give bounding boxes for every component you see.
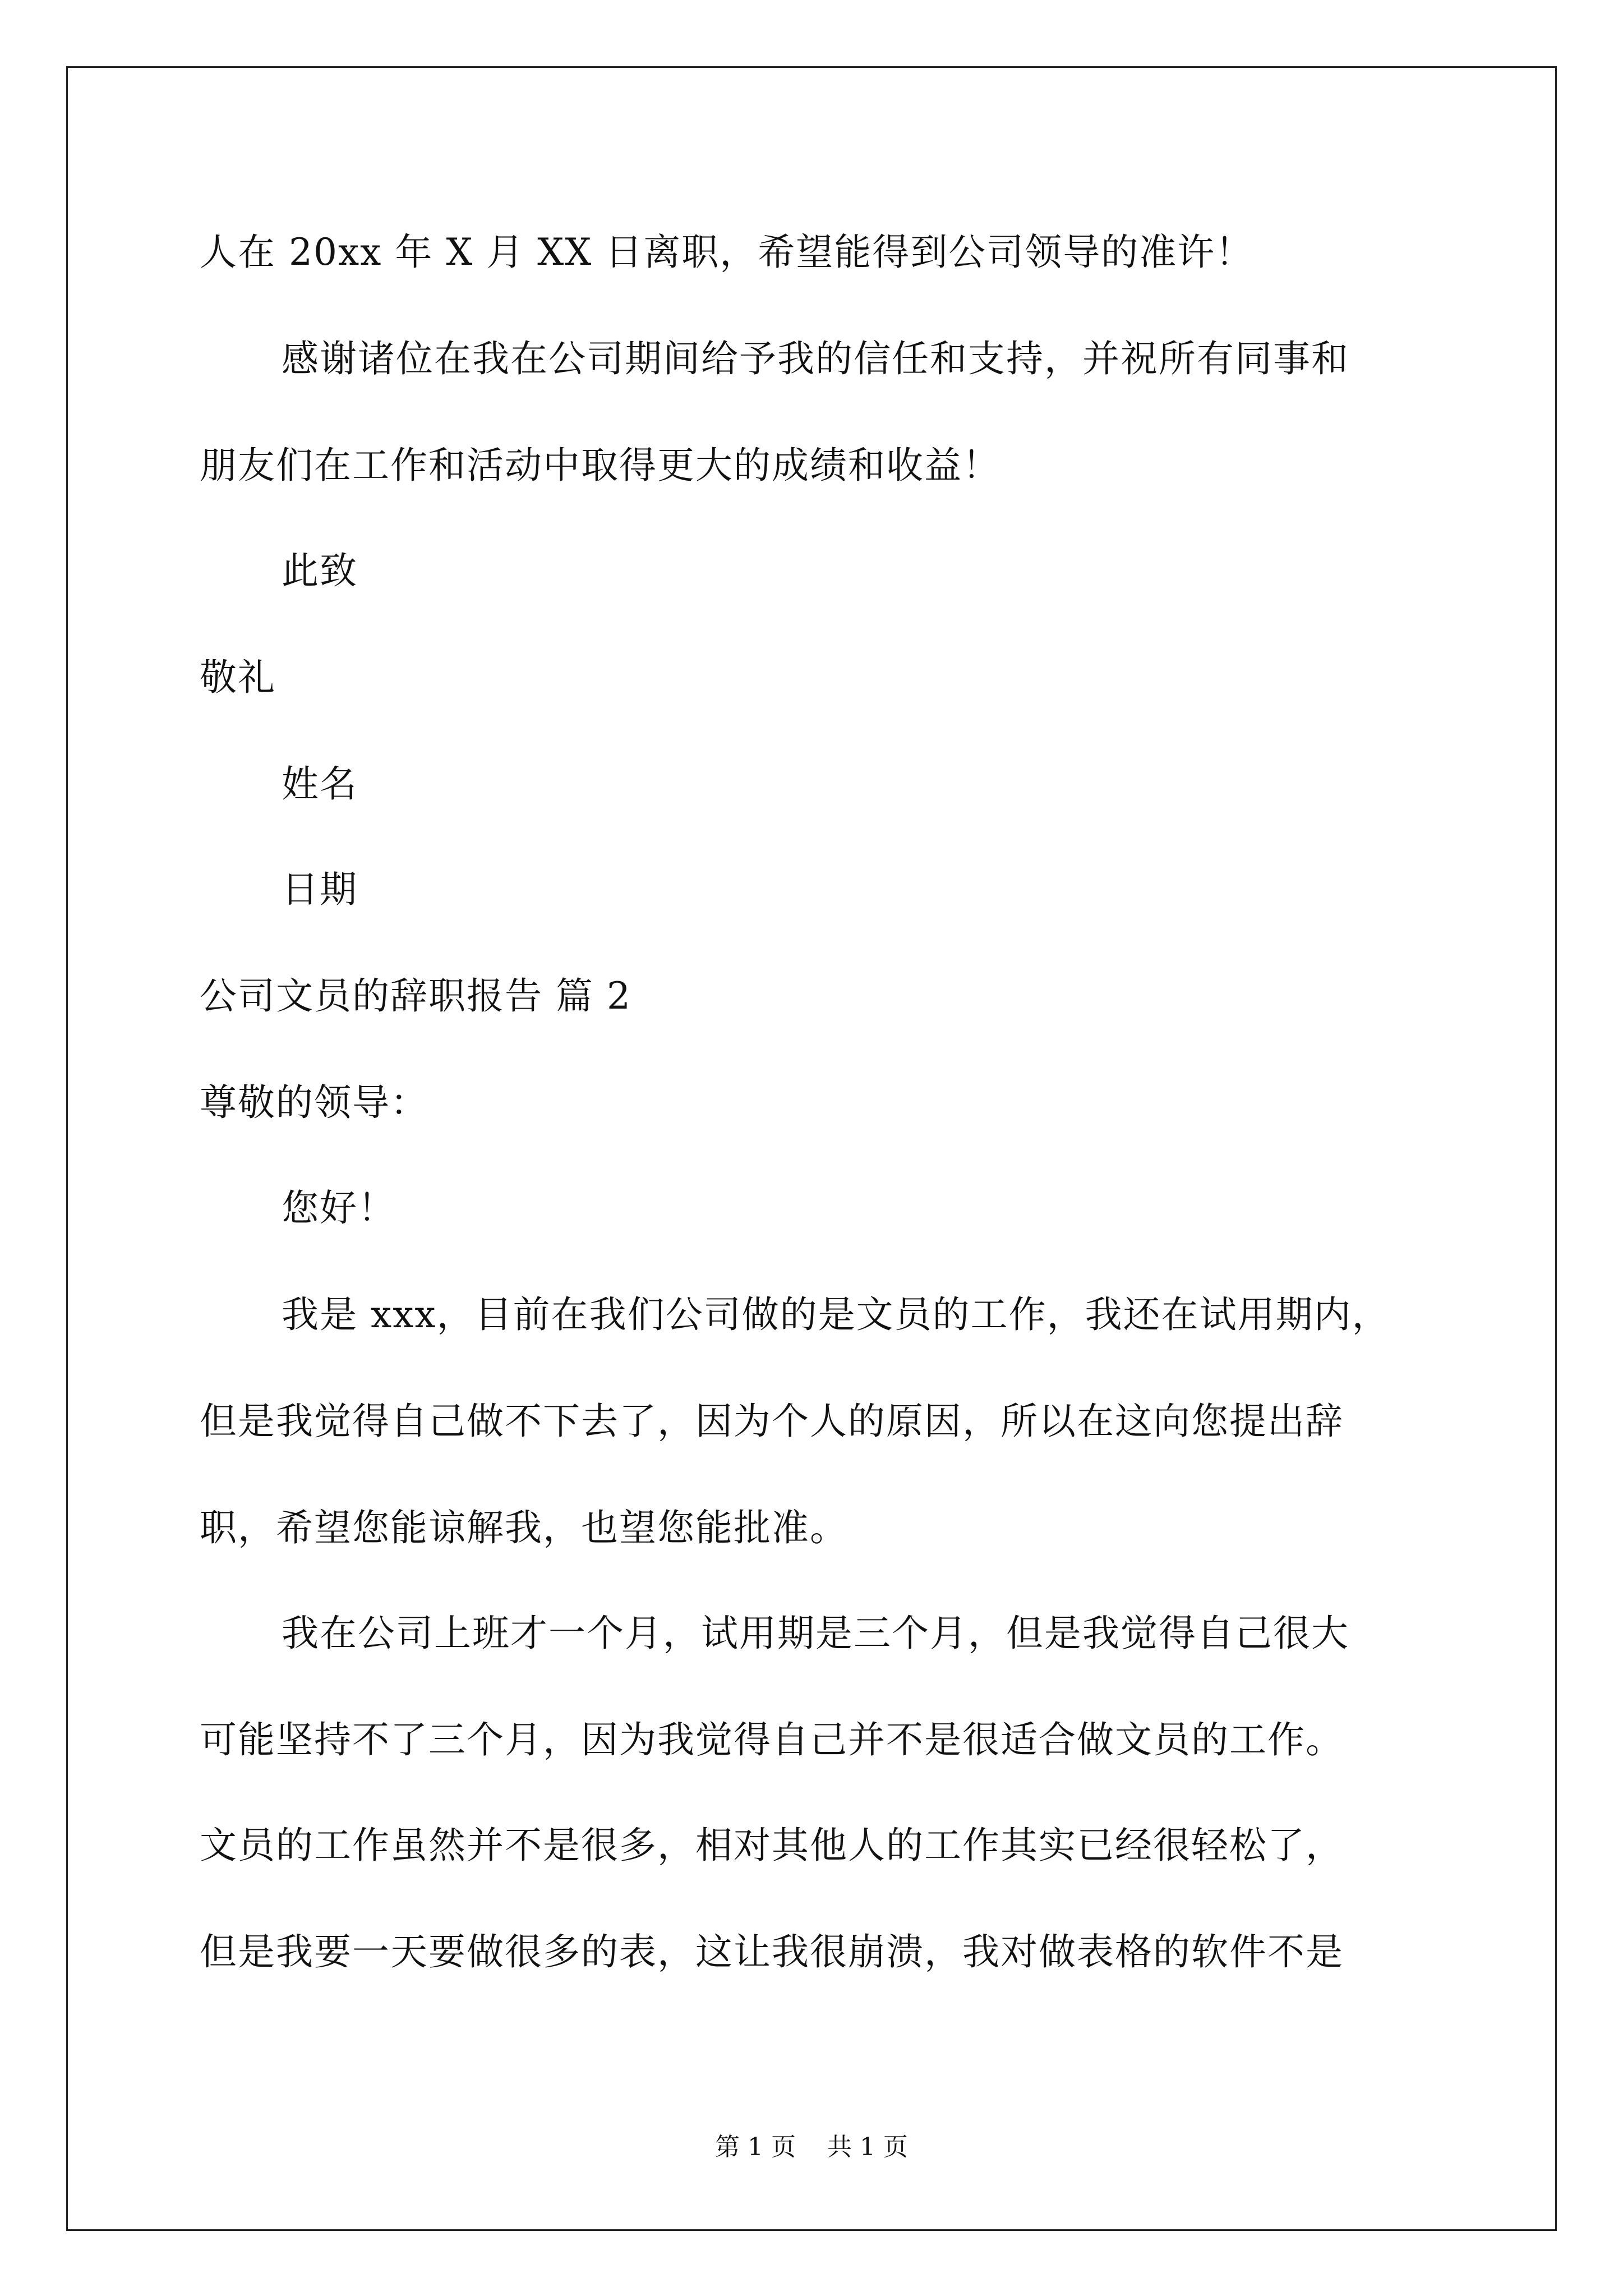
signature-name: 姓名: [282, 762, 358, 806]
page-border: [66, 66, 1557, 2231]
closing-regards: 敬礼: [200, 656, 276, 699]
signature-date: 日期: [282, 868, 358, 911]
greeting-hello: 您好！: [282, 1186, 396, 1230]
text-line: 但是我要一天要做很多的表，这让我很崩溃，我对做表格的软件不是: [200, 1930, 1344, 1973]
text-line: 朋友们在工作和活动中取得更大的成绩和收益！: [200, 444, 1000, 487]
page-footer: 第 1 页 共 1 页: [715, 2133, 908, 2161]
closing-salutation: 此致: [282, 549, 358, 592]
greeting-line: 尊敬的领导：: [200, 1081, 428, 1124]
text-line: 可能坚持不了三个月，因为我觉得自己并不是很适合做文员的工作。: [200, 1718, 1344, 1761]
text-line: 文员的工作虽然并不是很多，相对其他人的工作其实已经很轻松了，: [200, 1824, 1344, 1867]
text-line: 职，希望您能谅解我，也望您能批准。: [200, 1506, 848, 1549]
text-line: 我是 xxx，目前在我们公司做的是文员的工作，我还在试用期内，: [282, 1293, 1390, 1336]
text-line: 我在公司上班才一个月，试用期是三个月，但是我觉得自己很大: [282, 1612, 1349, 1655]
text-line: 但是我觉得自己做不下去了，因为个人的原因，所以在这向您提出辞: [200, 1400, 1344, 1443]
section-heading: 公司文员的辞职报告 篇 2: [200, 974, 631, 1018]
text-line: 人在 20xx 年 X 月 XX 日离职，希望能得到公司领导的准许！: [200, 231, 1254, 274]
text-line: 感谢诸位在我在公司期间给予我的信任和支持，并祝所有同事和: [282, 337, 1349, 380]
